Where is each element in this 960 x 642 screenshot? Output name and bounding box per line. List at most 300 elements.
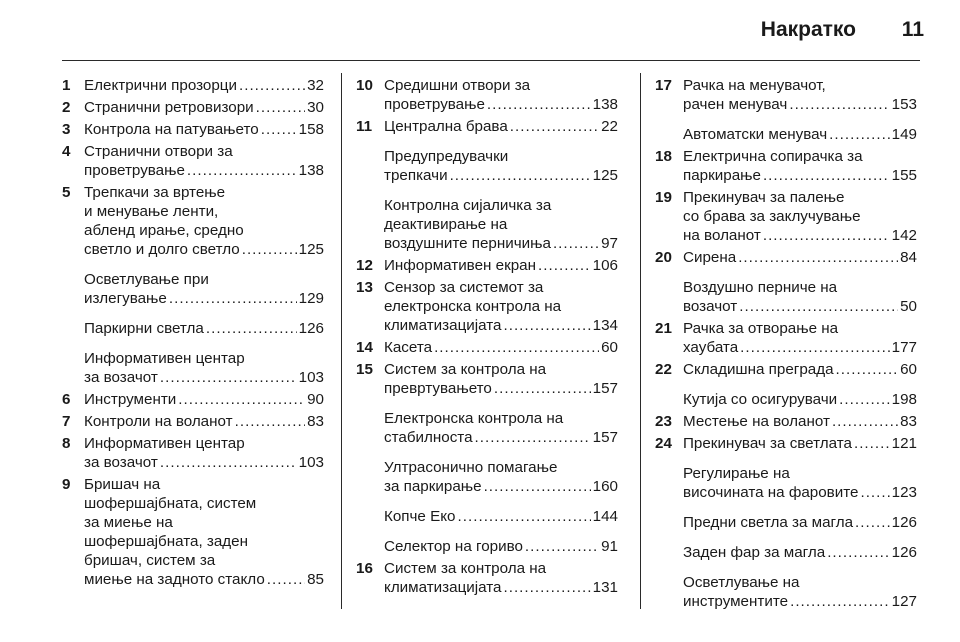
leader-dots bbox=[261, 120, 297, 139]
entry-number: 21 bbox=[655, 320, 672, 337]
entry-item bbox=[84, 434, 324, 472]
entry-page-number: 103 bbox=[298, 369, 324, 386]
entry-label: излегување bbox=[84, 290, 167, 307]
entry-text-line: Електрична сопирачка за bbox=[683, 148, 863, 165]
leader-dots bbox=[169, 289, 297, 308]
index-entry bbox=[62, 183, 324, 387]
entry-label: Инструменти bbox=[84, 391, 177, 408]
leader-dots bbox=[790, 592, 890, 611]
entry-label: миење на задното стакло bbox=[84, 571, 265, 588]
entry-number: 15 bbox=[356, 361, 373, 378]
leader-dots bbox=[267, 570, 305, 589]
entry-number: 4 bbox=[62, 143, 71, 160]
entry-text-line: деактивирање на bbox=[384, 216, 508, 233]
entry-leader-line bbox=[683, 412, 917, 431]
entry-number: 24 bbox=[655, 435, 672, 452]
entry-leader-line bbox=[384, 507, 618, 526]
entry-text-line: Контролна сијаличка за bbox=[384, 197, 552, 214]
entry-page-number: 149 bbox=[891, 126, 917, 143]
entry-label: Информативен екран bbox=[384, 257, 537, 274]
index-entry bbox=[62, 390, 324, 409]
entry-item bbox=[84, 76, 324, 95]
entry-item bbox=[384, 360, 618, 398]
entry-leader-line bbox=[683, 434, 917, 453]
entry-item bbox=[384, 256, 618, 275]
leader-dots bbox=[235, 412, 306, 431]
leader-dots bbox=[538, 256, 591, 275]
entry-body bbox=[683, 76, 917, 144]
entry-item bbox=[384, 507, 618, 526]
entry-text-line: Осветлување при bbox=[84, 271, 209, 288]
entry-label: Контроли на воланот bbox=[84, 413, 233, 430]
entry-item bbox=[384, 117, 618, 136]
leader-dots bbox=[503, 578, 590, 597]
index-entry bbox=[356, 256, 618, 275]
leader-dots bbox=[434, 338, 599, 357]
leader-dots bbox=[510, 117, 599, 136]
entry-label: Заден фар за магла bbox=[683, 544, 826, 561]
index-entry bbox=[62, 412, 324, 431]
page-header bbox=[0, 0, 960, 62]
entry-label: Предни светла за магла bbox=[683, 514, 854, 531]
entry-number: 8 bbox=[62, 435, 71, 452]
index-entry bbox=[62, 98, 324, 117]
entry-body bbox=[84, 390, 324, 409]
entry-number: 2 bbox=[62, 99, 71, 116]
leader-dots bbox=[789, 95, 889, 114]
entry-text-line: Странични отвори за bbox=[84, 143, 233, 160]
entry-text-line: Бришач на bbox=[84, 476, 161, 493]
entry-item bbox=[384, 196, 618, 253]
entry-number: 16 bbox=[356, 560, 373, 577]
entry-page-number: 157 bbox=[592, 380, 618, 397]
entry-item bbox=[84, 412, 324, 431]
entry-leader-line bbox=[84, 368, 324, 387]
entry-body bbox=[384, 338, 618, 357]
entry-leader-line bbox=[683, 297, 917, 316]
entry-number: 9 bbox=[62, 476, 71, 493]
entry-item bbox=[683, 543, 917, 562]
entry-page-number: 125 bbox=[592, 167, 618, 184]
entry-label: светло и долго светло bbox=[84, 241, 240, 258]
entry-text-line: Регулирање на bbox=[683, 465, 790, 482]
index-entry bbox=[356, 278, 618, 335]
entry-text-line: со брава за заклучување bbox=[683, 208, 861, 225]
entry-page-number: 127 bbox=[891, 593, 917, 610]
entry-label: Кутија со осигурувачи bbox=[683, 391, 838, 408]
entry-label: возачот bbox=[683, 298, 738, 315]
entry-label: климатизацијата bbox=[384, 579, 502, 596]
leader-dots bbox=[450, 166, 591, 185]
entry-page-number: 123 bbox=[891, 484, 917, 501]
entry-label: Селектор на гориво bbox=[384, 538, 523, 555]
entry-page-number: 22 bbox=[601, 118, 618, 135]
entry-label: рачен менувач bbox=[683, 96, 788, 113]
entry-number: 10 bbox=[356, 77, 373, 94]
entry-leader-line bbox=[384, 316, 618, 335]
leader-dots bbox=[855, 513, 890, 532]
column-divider bbox=[341, 73, 342, 609]
entry-item bbox=[384, 278, 618, 335]
entry-item bbox=[84, 270, 324, 308]
entry-text-line: за миење на bbox=[84, 514, 173, 531]
entry-page-number: 121 bbox=[891, 435, 917, 452]
entry-page-number: 131 bbox=[592, 579, 618, 596]
entry-item bbox=[384, 458, 618, 496]
leader-dots bbox=[738, 248, 898, 267]
index-entry bbox=[655, 434, 917, 611]
index-entry bbox=[356, 559, 618, 597]
leader-dots bbox=[160, 453, 297, 472]
entry-page-number: 198 bbox=[891, 391, 917, 408]
entry-leader-line bbox=[384, 578, 618, 597]
column-divider bbox=[640, 73, 641, 609]
entry-item bbox=[84, 319, 324, 338]
entry-item bbox=[84, 98, 324, 117]
entry-number: 3 bbox=[62, 121, 71, 138]
entry-label: Странични ретровизори bbox=[84, 99, 254, 116]
entry-item bbox=[683, 278, 917, 316]
entry-body bbox=[683, 434, 917, 611]
entry-number: 20 bbox=[655, 249, 672, 266]
entry-text-line: абленд ирање, средно bbox=[84, 222, 244, 239]
leader-dots bbox=[503, 316, 590, 335]
entry-body bbox=[84, 183, 324, 387]
leader-dots bbox=[763, 226, 890, 245]
entry-number: 18 bbox=[655, 148, 672, 165]
entry-label: Електрични прозорци bbox=[84, 77, 237, 94]
index-column-3 bbox=[655, 76, 917, 614]
entry-body bbox=[84, 98, 324, 117]
entry-label: Складишна преграда bbox=[683, 361, 834, 378]
index-entry bbox=[655, 248, 917, 316]
entry-leader-line bbox=[384, 428, 618, 447]
entry-body bbox=[84, 475, 324, 589]
entry-label: климатизацијата bbox=[384, 317, 502, 334]
entry-body bbox=[683, 319, 917, 357]
entry-page-number: 142 bbox=[891, 227, 917, 244]
index-entry bbox=[655, 360, 917, 409]
entry-label: Автоматски менувач bbox=[683, 126, 828, 143]
leader-dots bbox=[839, 390, 890, 409]
leader-dots bbox=[525, 537, 599, 556]
entry-item bbox=[84, 475, 324, 589]
entry-leader-line bbox=[84, 289, 324, 308]
entry-body bbox=[683, 248, 917, 316]
entry-item bbox=[683, 464, 917, 502]
page-number: 11 bbox=[901, 18, 924, 41]
entry-item bbox=[84, 183, 324, 259]
entry-page-number: 144 bbox=[592, 508, 618, 525]
entry-body bbox=[84, 120, 324, 139]
entry-leader-line bbox=[683, 360, 917, 379]
entry-body bbox=[84, 142, 324, 180]
entry-page-number: 134 bbox=[592, 317, 618, 334]
entry-page-number: 60 bbox=[601, 339, 618, 356]
entry-item bbox=[683, 390, 917, 409]
entry-page-number: 50 bbox=[900, 298, 917, 315]
entry-text-line: Систем за контрола на bbox=[384, 361, 547, 378]
entry-text-line: и менување ленти, bbox=[84, 203, 219, 220]
entry-text-line: Рачка на менувачот, bbox=[683, 77, 826, 94]
entry-page-number: 160 bbox=[592, 478, 618, 495]
entry-page-number: 85 bbox=[307, 571, 324, 588]
entry-label: трепкачи bbox=[384, 167, 448, 184]
entry-item bbox=[683, 76, 917, 114]
entry-item bbox=[384, 147, 618, 185]
entry-text-line: Средишни отвори за bbox=[384, 77, 531, 94]
index-entry bbox=[356, 338, 618, 357]
entry-leader-line bbox=[384, 379, 618, 398]
entry-page-number: 90 bbox=[307, 391, 324, 408]
entry-text-line: Информативен центар bbox=[84, 435, 245, 452]
entry-leader-line bbox=[84, 412, 324, 431]
index-entry bbox=[62, 475, 324, 589]
entry-body bbox=[683, 412, 917, 431]
entry-page-number: 177 bbox=[891, 339, 917, 356]
entry-label: инструментите bbox=[683, 593, 789, 610]
entry-page-number: 153 bbox=[891, 96, 917, 113]
entry-body bbox=[84, 434, 324, 472]
entry-number: 5 bbox=[62, 184, 71, 201]
leader-dots bbox=[484, 477, 591, 496]
entry-leader-line bbox=[84, 76, 324, 95]
index-entry bbox=[655, 412, 917, 431]
entry-body bbox=[84, 412, 324, 431]
entry-page-number: 126 bbox=[891, 544, 917, 561]
entry-label: за паркирање bbox=[384, 478, 482, 495]
entry-leader-line bbox=[384, 117, 618, 136]
entry-number: 13 bbox=[356, 279, 373, 296]
entry-page-number: 30 bbox=[307, 99, 324, 116]
entry-text-line: Осветлување на bbox=[683, 574, 800, 591]
index-entry bbox=[655, 147, 917, 185]
entry-number: 19 bbox=[655, 189, 672, 206]
index-entry bbox=[356, 76, 618, 114]
entry-item bbox=[384, 537, 618, 556]
leader-dots bbox=[187, 161, 297, 180]
index-column-2 bbox=[356, 76, 618, 600]
entry-body bbox=[384, 256, 618, 275]
entry-page-number: 125 bbox=[298, 241, 324, 258]
index-column-1 bbox=[62, 76, 324, 592]
entry-page-number: 126 bbox=[891, 514, 917, 531]
entry-item bbox=[683, 125, 917, 144]
entry-label: Прекинувач за светлата bbox=[683, 435, 852, 452]
entry-item bbox=[384, 76, 618, 114]
entry-item bbox=[683, 248, 917, 267]
entry-number: 6 bbox=[62, 391, 71, 408]
entry-item bbox=[683, 147, 917, 185]
entry-page-number: 84 bbox=[900, 249, 917, 266]
leader-dots bbox=[740, 338, 889, 357]
entry-body bbox=[384, 559, 618, 597]
index-entry bbox=[356, 117, 618, 253]
entry-leader-line bbox=[683, 592, 917, 611]
leader-dots bbox=[239, 76, 305, 95]
entry-text-line: Предупредувачки bbox=[384, 148, 509, 165]
entry-leader-line bbox=[683, 125, 917, 144]
leader-dots bbox=[739, 297, 898, 316]
entry-label: Сирена bbox=[683, 249, 737, 266]
entry-label: на воланот bbox=[683, 227, 761, 244]
entry-label: Копче Еко bbox=[384, 508, 456, 525]
entry-leader-line bbox=[384, 166, 618, 185]
leader-dots bbox=[458, 507, 591, 526]
leader-dots bbox=[256, 98, 305, 117]
entry-text-line: електронска контрола на bbox=[384, 298, 562, 315]
entry-label: височината на фаровите bbox=[683, 484, 859, 501]
entry-item bbox=[84, 390, 324, 409]
entry-item bbox=[84, 349, 324, 387]
index-entry bbox=[62, 76, 324, 95]
entry-leader-line bbox=[683, 390, 917, 409]
entry-leader-line bbox=[384, 256, 618, 275]
leader-dots bbox=[827, 543, 889, 562]
entry-label: превртувањето bbox=[384, 380, 492, 397]
entry-item bbox=[683, 360, 917, 379]
entry-page-number: 103 bbox=[298, 454, 324, 471]
entry-item bbox=[84, 120, 324, 139]
entry-page-number: 129 bbox=[298, 290, 324, 307]
entry-number: 23 bbox=[655, 413, 672, 430]
entry-text-line: Систем за контрола на bbox=[384, 560, 547, 577]
entry-body bbox=[683, 360, 917, 409]
entry-number: 22 bbox=[655, 361, 672, 378]
leader-dots bbox=[178, 390, 305, 409]
entry-leader-line bbox=[84, 98, 324, 117]
index-entry bbox=[655, 319, 917, 357]
entry-leader-line bbox=[84, 570, 324, 589]
leader-dots bbox=[836, 360, 899, 379]
entry-label: Централна брава bbox=[384, 118, 508, 135]
entry-item bbox=[683, 513, 917, 532]
entry-text-line: Рачка за отворање на bbox=[683, 320, 839, 337]
entry-body bbox=[384, 278, 618, 335]
index-entry bbox=[62, 142, 324, 180]
entry-leader-line bbox=[683, 166, 917, 185]
index-entry bbox=[62, 120, 324, 139]
entry-text-line: шофершајбната, заден bbox=[84, 533, 248, 550]
entry-text-line: Воздушно перниче на bbox=[683, 279, 838, 296]
entry-body bbox=[683, 147, 917, 185]
leader-dots bbox=[160, 368, 297, 387]
entry-leader-line bbox=[384, 95, 618, 114]
entry-leader-line bbox=[84, 240, 324, 259]
entry-leader-line bbox=[683, 95, 917, 114]
entry-leader-line bbox=[683, 338, 917, 357]
entry-page-number: 138 bbox=[592, 96, 618, 113]
entry-item bbox=[683, 319, 917, 357]
entry-label: Контрола на патувањето bbox=[84, 121, 259, 138]
entry-leader-line bbox=[384, 234, 618, 253]
entry-text-line: Прекинувач за палење bbox=[683, 189, 845, 206]
entry-leader-line bbox=[84, 161, 324, 180]
page-title: Накратко bbox=[760, 18, 856, 41]
entry-label: проветрување bbox=[84, 162, 185, 179]
index-entry bbox=[62, 434, 324, 472]
entry-text-line: Електронска контрола на bbox=[384, 410, 564, 427]
entry-leader-line bbox=[683, 226, 917, 245]
entry-label: хаубата bbox=[683, 339, 739, 356]
leader-dots bbox=[487, 95, 591, 114]
entry-text-line: Сензор за системот за bbox=[384, 279, 544, 296]
entry-page-number: 83 bbox=[307, 413, 324, 430]
entry-text-line: шофершајбната, систем bbox=[84, 495, 257, 512]
entry-leader-line bbox=[683, 543, 917, 562]
entry-label: Паркирни светла bbox=[84, 320, 204, 337]
entry-page-number: 126 bbox=[298, 320, 324, 337]
leader-dots bbox=[860, 483, 889, 502]
leader-dots bbox=[763, 166, 890, 185]
entry-label: проветрување bbox=[384, 96, 485, 113]
entry-page-number: 158 bbox=[298, 121, 324, 138]
entry-label: стабилноста bbox=[384, 429, 473, 446]
entry-text-line: бришач, систем за bbox=[84, 552, 216, 569]
entry-item bbox=[384, 409, 618, 447]
entry-item bbox=[683, 412, 917, 431]
entry-number: 7 bbox=[62, 413, 71, 430]
leader-dots bbox=[475, 428, 591, 447]
leader-dots bbox=[829, 125, 889, 144]
entry-text-line: Ултрасонично помагање bbox=[384, 459, 558, 476]
entry-label: Местење на воланот bbox=[683, 413, 830, 430]
entry-text-line: Трепкачи за вртење bbox=[84, 184, 226, 201]
entry-label: паркирање bbox=[683, 167, 761, 184]
entry-number: 12 bbox=[356, 257, 373, 274]
entry-leader-line bbox=[84, 390, 324, 409]
entry-leader-line bbox=[384, 338, 618, 357]
entry-item bbox=[84, 142, 324, 180]
entry-leader-line bbox=[683, 513, 917, 532]
header-rule bbox=[62, 60, 920, 61]
entry-leader-line bbox=[84, 319, 324, 338]
entry-number: 14 bbox=[356, 339, 373, 356]
entry-number: 1 bbox=[62, 77, 71, 94]
entry-leader-line bbox=[683, 483, 917, 502]
entry-text-line: Информативен центар bbox=[84, 350, 245, 367]
entry-page-number: 32 bbox=[307, 77, 324, 94]
entry-page-number: 83 bbox=[900, 413, 917, 430]
entry-body bbox=[384, 76, 618, 114]
entry-page-number: 157 bbox=[592, 429, 618, 446]
entry-body bbox=[384, 117, 618, 253]
entry-page-number: 138 bbox=[298, 162, 324, 179]
entry-label: Касета bbox=[384, 339, 433, 356]
entry-label: за возачот bbox=[84, 454, 158, 471]
entry-leader-line bbox=[384, 477, 618, 496]
leader-dots bbox=[854, 434, 890, 453]
entry-leader-line bbox=[683, 248, 917, 267]
entry-leader-line bbox=[84, 453, 324, 472]
leader-dots bbox=[206, 319, 297, 338]
index-entry bbox=[655, 76, 917, 144]
leader-dots bbox=[553, 234, 599, 253]
entry-body bbox=[84, 76, 324, 95]
entry-item bbox=[384, 338, 618, 357]
entry-label: за возачот bbox=[84, 369, 158, 386]
entry-page-number: 106 bbox=[592, 257, 618, 274]
entry-item bbox=[384, 559, 618, 597]
entry-number: 11 bbox=[356, 118, 373, 135]
entry-page-number: 91 bbox=[601, 538, 618, 555]
entry-body bbox=[384, 360, 618, 556]
entry-item bbox=[683, 188, 917, 245]
entry-body bbox=[683, 188, 917, 245]
entry-label: воздушните перничиња bbox=[384, 235, 551, 252]
entry-page-number: 155 bbox=[891, 167, 917, 184]
entry-leader-line bbox=[84, 120, 324, 139]
